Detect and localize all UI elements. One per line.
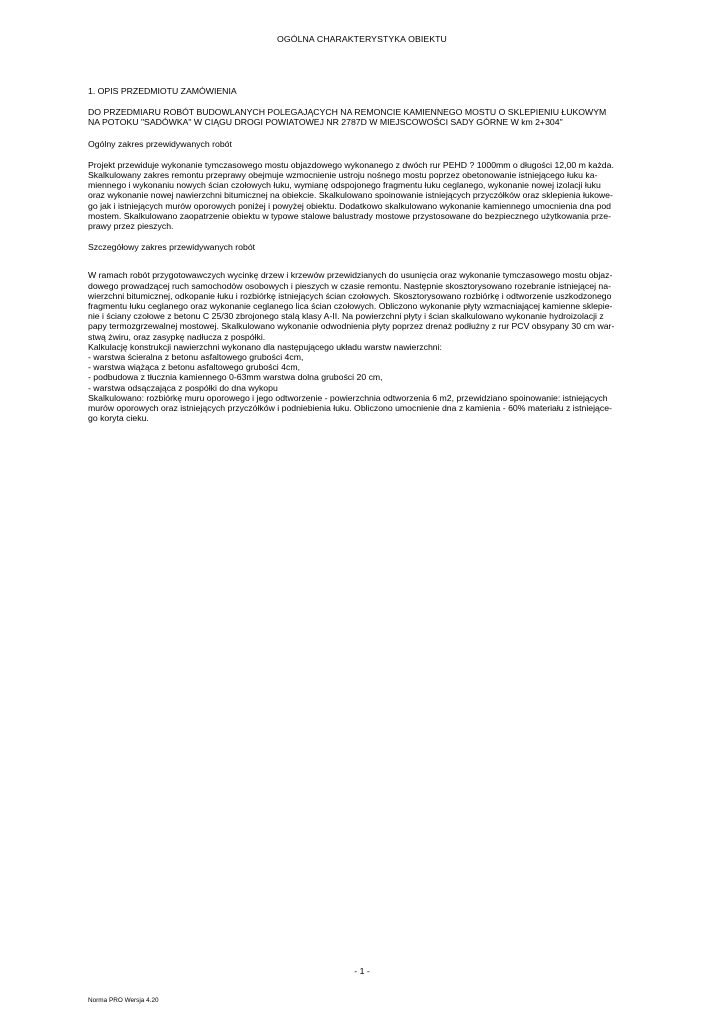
detailed-scope-heading: Szczegółowy zakres przewidywanych robót: [88, 242, 256, 253]
general-scope-paragraph: [88, 160, 682, 231]
paragraph-line: go koryta cieku.: [88, 413, 149, 424]
paragraph-line: stwą żwiru, oraz zasypkę nadłucza z pospółki.: [88, 331, 266, 342]
page-header: [0, 33, 724, 45]
document-title: OGÓLNA CHARAKTERYSTYKA OBIEKTU: [277, 34, 447, 44]
paragraph-line: oraz wykonanie nowej nawierzchni bitumicznej na obiekcie. Skalkulowano spoinowanie istniejących przyczółków oraz sklepienia łukowe-: [88, 190, 613, 201]
scope-line: DO PRZEDMIARU ROBÓT BUDOWLANYCH POLEGAJĄCYCH NA REMONCIE KAMIENNEGO MOSTU O SKLEPIENIU ŁUKOWYM: [88, 107, 607, 118]
document-body: [88, 86, 682, 423]
pavement-layer-item: - warstwa odsączająca z pospółki do dna wykopu: [88, 382, 278, 393]
software-version-footer: Norma PRO Wersja 4.20: [88, 997, 159, 1004]
paragraph-line: Projekt przewiduje wykonanie tymczasowego mostu objazdowego wykonanego z dwóch rur PEHD ? 1000mm o długości 12,00 m każda.: [88, 159, 614, 170]
scope-statement: [88, 107, 682, 127]
paragraph-line: wierzchni bitumicznej, odkopanie łuku i rozbiórkę istniejących ścian czołowych. Skosztorysowano rozbiórkę i odtworzenie uszkodzonego: [88, 290, 612, 301]
paragraph-line: prawy przez pieszych.: [88, 221, 174, 232]
scope-line: NA POTOKU "SADÓWKA" W CIĄGU DROGI POWIATOWEJ NR 2787D W MIEJSCOWOŚCI SADY GÓRNE W km 2+304": [88, 117, 563, 128]
pavement-layer-item: - warstwa wiążąca z betonu asfaltowego grubości 4cm,: [88, 362, 300, 373]
detailed-scope-paragraph: [88, 270, 682, 423]
paragraph-line: papy termozgrzewalnej mostowej. Skalkulowano wykonanie odwodnienia płyty poprzez drenaż podłużny z rur PCV obsypany 30 cm war-: [88, 321, 615, 332]
paragraph-line: Kalkulację konstrukcji nawierzchni wykonano dla następującego układu warstw nawierzchni:: [88, 341, 442, 352]
paragraph-line: W ramach robót przygotowawczych wycinkę drzew i krzewów przewidzianych do usunięcia oraz wykonanie tymczasowego mostu objaz-: [88, 270, 613, 281]
paragraph-line: nie i ściany czołowe z betonu C 25/30 zbrojonego stalą klasy A-II. Na powierzchni płyty i ścian skalkulowano wykonanie hydroizolacji z: [88, 311, 604, 322]
paragraph-line: fragmentu łuku ceglanego oraz wykonanie ceglanego lica ścian czołowych. Obliczono wykonanie płyty wzmacniającej kamienne sklepie-: [88, 301, 613, 312]
pavement-layer-item: - podbudowa z tłucznia kamiennego 0-63mm warstwa dolna grubości 20 cm,: [88, 372, 383, 383]
paragraph-line: dowego prowadzącej ruch samochodów osobowych i pieszych w czasie remontu. Następnie skosztorysowano rozebranie istniejącej na-: [88, 280, 611, 291]
paragraph-line: go jak i istniejących murów oporowych poniżej i powyżej obiektu. Dodatkowo skalkulowano wykonanie kamiennego umocnienia dna pod: [88, 200, 611, 211]
paragraph-line: mostem. Skalkulowano zaopatrzenie obiektu w typowe stalowe balustrady mostowe przystosowane do bezpiecznego użytkowania prze-: [88, 210, 611, 221]
general-scope-heading: Ogólny zakres przewidywanych robót: [88, 138, 232, 149]
paragraph-line: Skalkulowany zakres remontu przeprawy obejmuje wzmocnienie ustroju nośnego mostu poprzez obetonowanie istniejącego łuku ka-: [88, 170, 598, 181]
page-number: - 1 -: [354, 966, 370, 976]
pavement-layer-item: - warstwa ścieralna z betonu asfaltowego grubości 4cm,: [88, 352, 304, 363]
section-title: 1. OPIS PRZEDMIOTU ZAMÓWIENIA: [88, 86, 237, 96]
paragraph-line: miennego i wykonaniu nowych ścian czołowych łuku, wymianę odspojonego fragmentu łuku ceglanego, wykonanie nowej izolacji łuku: [88, 180, 601, 191]
paragraph-line: murów oporowych oraz istniejących przyczółków i podniebienia łuku. Obliczono umocnienie dna z kamienia - 60% materiału z istniejące-: [88, 403, 612, 414]
paragraph-line: Skalkulowano: rozbiórkę muru oporowego i jego odtworzenie - powierzchnia odtworzenia 6 m2, przewidziano spoinowanie: istniejących: [88, 392, 608, 403]
